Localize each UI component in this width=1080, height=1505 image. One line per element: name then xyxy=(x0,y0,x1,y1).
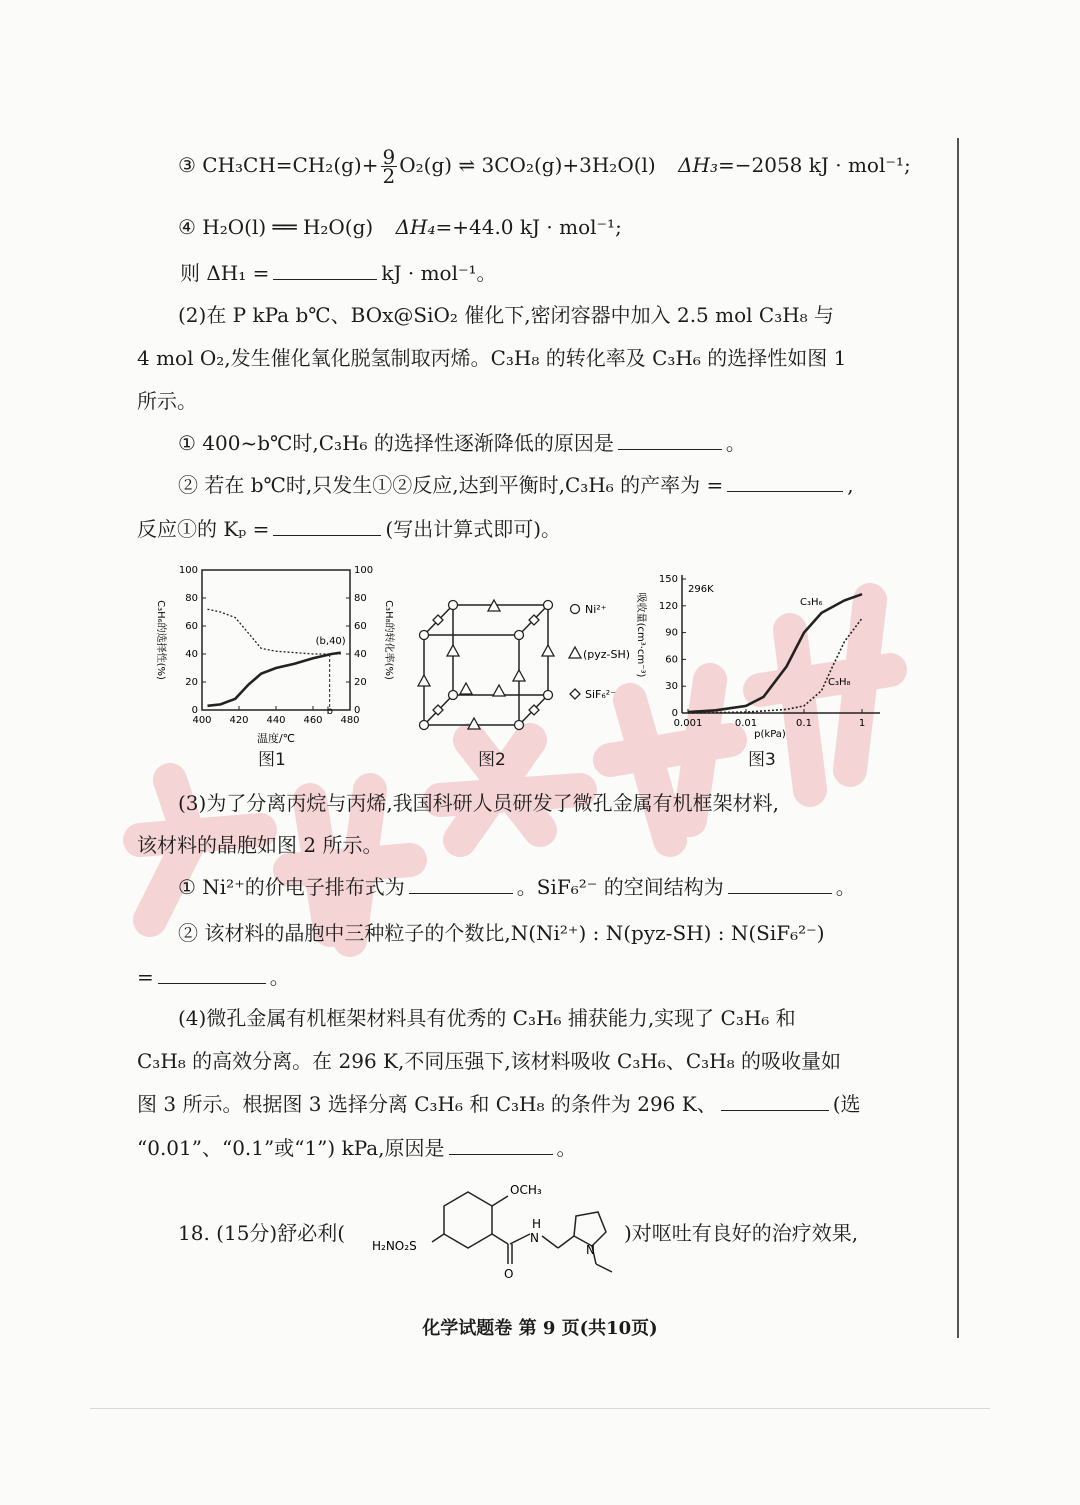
equals: = xyxy=(137,965,154,989)
series-c3h8 xyxy=(688,618,862,713)
q18-line xyxy=(178,1218,345,1248)
x-tick-label: 1 xyxy=(858,718,866,729)
y-tick-label: 30 xyxy=(665,681,678,693)
margin-rule xyxy=(957,138,959,1338)
equation-right: O₂(g) ⇌ 3CO₂(g)+3H₂O(l) xyxy=(399,153,656,177)
x-tick-label: 0.001 xyxy=(673,718,703,729)
q3-sub1-end: 。 xyxy=(835,875,856,899)
x-tick-label: 420 xyxy=(229,715,249,726)
x-tick-label: 440 xyxy=(266,715,286,726)
answer-blank[interactable] xyxy=(273,261,377,280)
q2-sub1-end: 。 xyxy=(725,431,746,455)
sulfonamide-label: H₂NO₂S xyxy=(372,1239,417,1253)
y-tick-label: 150 xyxy=(658,574,678,585)
q4-line4 xyxy=(137,1133,577,1163)
y-tick-label-right: 80 xyxy=(354,593,367,604)
y-tick-label: 60 xyxy=(665,654,678,666)
q2-sub1-text: ① 400~b℃时,C₃H₆ 的选择性逐渐降低的原因是 xyxy=(178,431,614,455)
figure-2-caption: 图2 xyxy=(478,750,506,770)
q4-line3 xyxy=(137,1089,861,1119)
q2-line3: 所示。 xyxy=(137,389,197,413)
q3-sub2: ② 该材料的晶胞中三种粒子的个数比,N(Ni²⁺) : N(pyz-SH) : N(SiF₆²⁻) xyxy=(178,921,825,945)
figure-1-caption: 图1 xyxy=(258,750,286,770)
enthalpy-value: =−2058 kJ · mol⁻¹; xyxy=(717,153,911,177)
legend-ni-marker xyxy=(571,605,580,614)
y-tick-label-right: 40 xyxy=(354,649,367,660)
y-tick-label-right: 0 xyxy=(354,705,361,716)
och3-label: OCH₃ xyxy=(510,1183,542,1197)
ni-atom xyxy=(420,721,429,730)
q3-sub1-pre: ① Ni²⁺的价电子排布式为 xyxy=(178,875,405,899)
equation-left: CH₃CH=CH₂(g)+ xyxy=(202,153,379,177)
equation-body: H₂O(l) ══ H₂O(g) xyxy=(202,215,374,239)
enthalpy-value: =+44.0 kJ · mol⁻¹; xyxy=(435,215,622,239)
x-axis-label: p(kPa) xyxy=(754,729,786,740)
series-b-label: C₃H₈ xyxy=(828,677,851,688)
q2-line2: 4 mol O₂,发生催化氧化脱氢制取丙烯。C₃H₈ 的转化率及 C₃H₆ 的选择性如图 1 xyxy=(137,346,847,370)
y-tick-label: 90 xyxy=(665,627,678,639)
right-axis-label: C₃H₈的转化率(%) xyxy=(383,600,394,680)
page-footer: 化学试题卷 第 9 页(共10页) xyxy=(422,1318,658,1339)
x-tick-label: 400 xyxy=(192,715,212,726)
answer-blank[interactable] xyxy=(273,517,381,536)
legend-ni: Ni²⁺ xyxy=(585,603,607,616)
q1-suffix: kJ · mol⁻¹。 xyxy=(381,261,497,285)
q3-line2: 该材料的晶胞如图 2 所示。 xyxy=(137,833,383,857)
pyz-triangle xyxy=(460,683,472,694)
b-label: b xyxy=(326,706,334,717)
y-axis-label: 吸收量(cm³·cm⁻³) xyxy=(635,592,646,678)
ni-atom xyxy=(544,601,553,610)
q2-sub1 xyxy=(178,428,746,458)
ni-atom xyxy=(449,691,458,700)
q4-line4-pre: “0.01”、“0.1”或“1”) kPa,原因是 xyxy=(137,1136,445,1160)
y-tick-label: 60 xyxy=(185,621,198,632)
ring-n: N xyxy=(586,1243,595,1257)
q3-sub2-end: 。 xyxy=(269,965,290,989)
x-tick-label: 460 xyxy=(303,715,323,726)
carbonyl-o: O xyxy=(504,1267,514,1281)
y-tick-label-right: 100 xyxy=(354,565,374,576)
q18-prefix: 18. (15分)舒必利( xyxy=(178,1221,346,1245)
temperature-label: 296K xyxy=(688,584,714,595)
x-tick-label: 0.01 xyxy=(734,718,758,729)
y-tick-label: 40 xyxy=(185,649,198,660)
sulpiride-structure xyxy=(370,1172,630,1282)
q3-sub2-answer xyxy=(137,962,290,992)
x-tick-label: 480 xyxy=(340,715,360,726)
y-tick-label: 120 xyxy=(658,600,678,612)
series-selectivity xyxy=(208,609,341,654)
pyrrolidine-ring xyxy=(574,1212,606,1246)
q2-sub3 xyxy=(137,514,561,544)
enthalpy-label: ΔH₃ xyxy=(678,153,718,177)
answer-blank[interactable] xyxy=(158,965,266,984)
amide-h: H xyxy=(532,1217,542,1231)
pyz-triangle xyxy=(493,685,505,696)
q4-line2: C₃H₈ 的高效分离。在 296 K,不同压强下,该材料吸收 C₃H₆、C₃H₈ 的吸收量如 xyxy=(137,1049,841,1073)
q3-line1: (3)为了分离丙烷与丙烯,我国科研人员研发了微孔金属有机框架材料, xyxy=(178,791,780,815)
y-tick-label: 80 xyxy=(185,593,198,604)
x-tick-label: 0.1 xyxy=(796,718,812,729)
legend-sif6-marker xyxy=(570,689,580,699)
enthalpy-label: ΔH₄ xyxy=(395,215,436,239)
q2-line1: (2)在 P kPa b℃、BOx@SiO₂ 催化下,密闭容器中加入 2.5 mol C₃H₈ 与 xyxy=(178,303,835,327)
q4-line3-pre: 图 3 所示。根据图 3 选择分离 C₃H₆ 和 C₃H₈ 的条件为 296 K、 xyxy=(137,1092,717,1116)
equation-number: ③ xyxy=(178,153,196,177)
pyz-triangle xyxy=(513,670,525,681)
q18-suffix: )对呕吐有良好的治疗效果, xyxy=(624,1221,859,1245)
legend-sif6: SiF₆²⁻ xyxy=(585,688,616,701)
ni-atom xyxy=(420,631,429,640)
fraction-denominator: 2 xyxy=(382,164,396,188)
pyz-triangle xyxy=(418,675,430,686)
answer-blank[interactable] xyxy=(409,875,513,894)
q1-prefix: 则 ΔH₁ = xyxy=(180,261,270,285)
pyz-triangle xyxy=(542,645,554,656)
answer-blank[interactable] xyxy=(449,1136,553,1155)
ni-atom xyxy=(544,691,553,700)
series-conversion xyxy=(208,653,341,706)
answer-blank[interactable] xyxy=(728,875,832,894)
x-axis-label: 温度/℃ xyxy=(256,732,296,745)
fraction xyxy=(381,145,398,188)
q2-sub3-pre: 反应①的 Kₚ = xyxy=(137,517,270,541)
q3-sub1-mid: 。SiF₆²⁻ 的空间结构为 xyxy=(516,875,724,899)
y-tick-label-right: 20 xyxy=(354,677,367,688)
figure-3-caption: 图3 xyxy=(748,750,776,770)
answer-blank[interactable] xyxy=(727,473,843,492)
ni-atom xyxy=(449,601,458,610)
equation-number: ④ xyxy=(178,215,196,239)
legend-pyz-marker xyxy=(569,647,581,658)
figure-2 xyxy=(410,585,640,735)
y-tick-label: 20 xyxy=(185,677,198,688)
y-tick-label-right: 60 xyxy=(354,621,367,632)
ni-atom xyxy=(515,721,524,730)
q4-line4-end: 。 xyxy=(556,1136,577,1160)
benzene-ring xyxy=(444,1192,492,1248)
equation-3 xyxy=(178,145,911,188)
question-1-line xyxy=(180,258,497,288)
answer-blank[interactable] xyxy=(618,431,722,450)
y-tick-label: 0 xyxy=(191,705,198,716)
q2-sub2-text: ② 若在 b℃时,只发生①②反应,达到平衡时,C₃H₆ 的产率为 = xyxy=(178,473,724,497)
q2-sub3-post: (写出计算式即可)。 xyxy=(385,517,562,541)
fraction-numerator: 9 xyxy=(382,145,396,169)
q2-sub2 xyxy=(178,470,854,500)
page-edge xyxy=(90,1408,990,1409)
q4-line1: (4)微孔金属有机框架材料具有优秀的 C₃H₆ 捕获能力,实现了 C₃H₆ 和 xyxy=(178,1006,796,1030)
ni-atom xyxy=(515,631,524,640)
y-tick-label: 100 xyxy=(178,565,198,576)
answer-blank[interactable] xyxy=(721,1092,829,1111)
q3-sub1 xyxy=(178,872,856,902)
q2-sub2-end: , xyxy=(847,473,854,497)
left-axis-label: C₃H₆的选择性(%) xyxy=(155,600,166,680)
y-tick-label: 0 xyxy=(671,708,678,719)
amide-n: N xyxy=(530,1231,539,1245)
pyz-triangle xyxy=(468,718,480,729)
series-a-label: C₃H₆ xyxy=(800,597,823,608)
series-c3h6 xyxy=(688,594,862,712)
figure-3 xyxy=(630,565,890,745)
legend-pyz: (pyz-SH) xyxy=(583,648,631,661)
point-label: (b,40) xyxy=(315,636,346,647)
equation-4 xyxy=(178,212,622,242)
q4-line3-post: (选 xyxy=(832,1092,861,1116)
pyz-triangle xyxy=(447,645,459,656)
figure-1 xyxy=(150,562,395,747)
